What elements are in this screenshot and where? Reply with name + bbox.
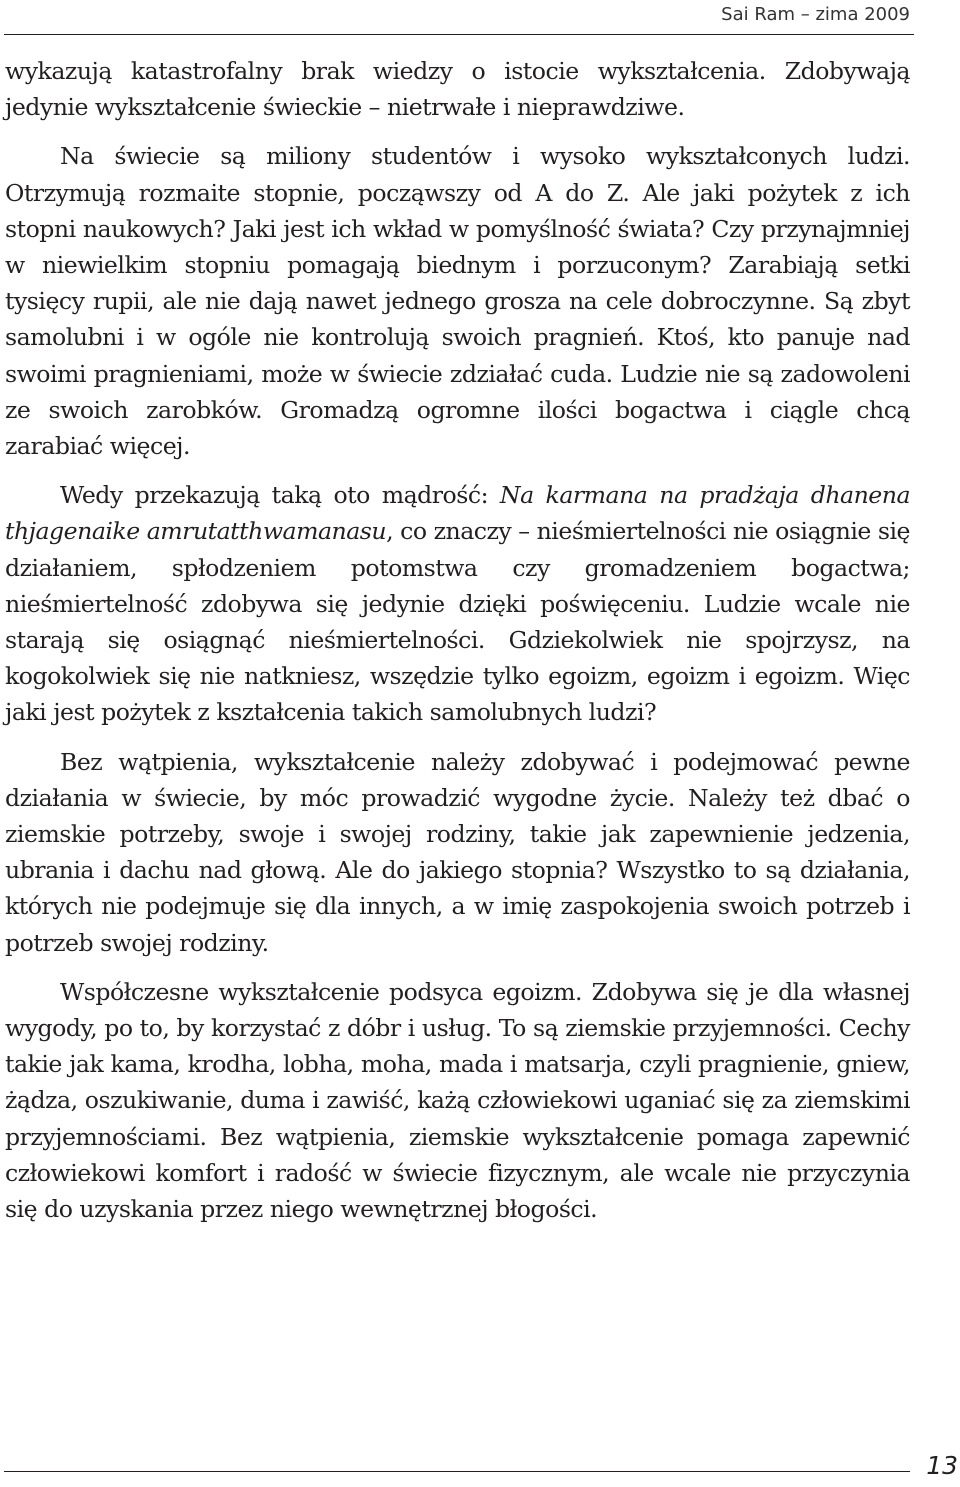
footer-divider [4, 1471, 910, 1472]
running-header: Sai Ram – zima 2009 [721, 4, 910, 25]
vedic-quote: Na karmana na pradżaja dhanena thjagenaike amrutatthwamanasu [5, 481, 911, 546]
paragraph-3 [5, 477, 910, 730]
page-number: 13 [926, 1451, 958, 1480]
paragraph-3-rest: , co znaczy – nieśmiertelności nie osiągnie się działaniem, spłodzeniem potomstwa czy gromadzeniem bogactwa; nieśmiertelność zdobywa się jedynie dzięki poświęceniu. Ludzie wcale nie starają się osiągnąć nieśmiertelności. Gdziekolwiek nie spojrzysz, na kogokolwiek się nie natkniesz, wszędzie tylko egoizm, egoizm i egoizm. Więc jaki jest pożytek z kształcenia takich samolubnych ludzi? [5, 517, 910, 727]
paragraph-1: wykazują katastrofalny brak wiedzy o istocie wykształcenia. Zdobywają jedynie wykształcenie świeckie – nietrwałe i nieprawdziwe. [5, 57, 910, 122]
paragraph-3-intro: Wedy przekazują taką oto mądrość: [60, 481, 500, 510]
article-body [5, 53, 910, 1240]
header-divider [4, 34, 914, 35]
paragraph-5: Współczesne wykształcenie podsyca egoizm. Zdobywa się je dla własnej wygody, po to, by korzystać z dóbr i usług. To są ziemskie przyjemności. Cechy takie jak kama, krodha, lobha, moha, mada i matsarja, czyli pragnienie, gniew, żądza, oszukiwanie, duma i zawiść, każą człowiekowi uganiać się za ziemskimi przyjemnościami. Bez wątpienia, ziemskie wykształcenie pomaga zapewnić człowiekowi komfort i radość w świecie fizycznym, ale wcale nie przyczynia się do uzyskania przez niego wewnętrznej błogości. [5, 977, 910, 1224]
paragraph-4: Bez wątpienia, wykształcenie należy zdobywać i podejmować pewne działania w świecie, by móc prowadzić wygodne życie. Należy też dbać o ziemskie potrzeby, swoje i swojej rodziny, takie jak zapewnienie jedzenia, ubrania i dachu nad głową. Ale do jakiego stopnia? Wszystko to są działania, których nie podejmuje się dla innych, a w imię zaspokojenia swoich potrzeb i potrzeb swojej rodziny. [5, 747, 910, 957]
paragraph-2: Na świecie są miliony studentów i wysoko wykształconych ludzi. Otrzymują rozmaite stopnie, począwszy od A do Z. Ale jaki pożytek z ich stopni naukowych? Jaki jest ich wkład w pomyślność świata? Czy przynajmniej w niewielkim stopniu pomagają biednym i porzuconym? Zarabiają setki tysięcy rupii, ale nie dają nawet jednego grosza na cele dobroczynne. Są zbyt samolubni i w ogóle nie kontrolują swoich pragnień. Ktoś, kto panuje nad swoimi pragnieniami, może w świecie zdziałać cuda. Ludzie nie są zadowoleni ze swoich zarobków. Gromadzą ogromne ilości bogactwa i ciągle chcą zarabiać więcej. [5, 142, 910, 461]
